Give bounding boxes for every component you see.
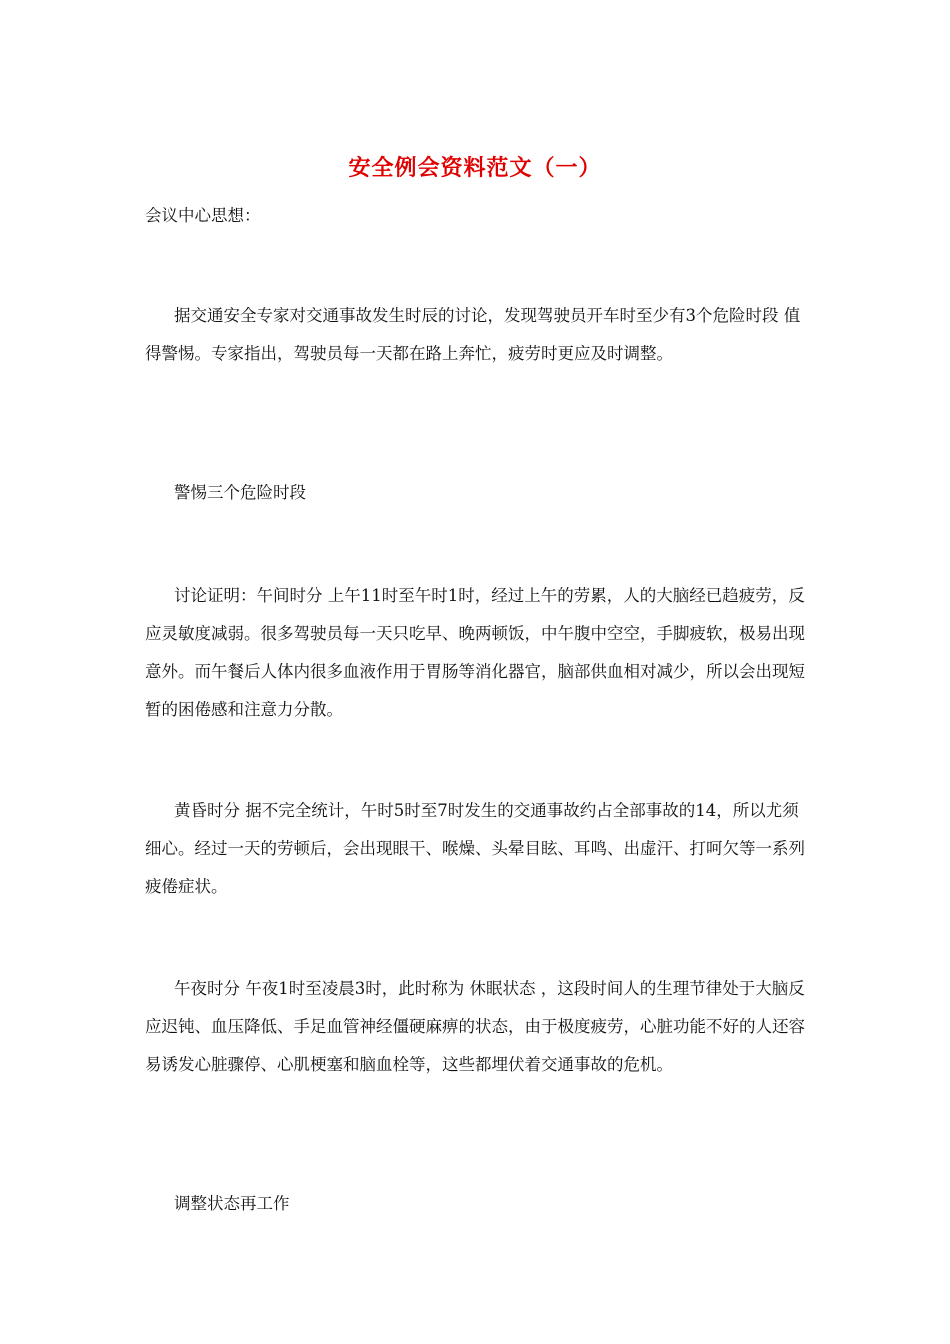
paragraph-midnight: 午夜时分 午夜1时至凌晨3时，此时称为 休眠状态 ，这段时间人的生理节律处于大脑反应迟钝、血压降低、手足血管神经僵硬麻痹的状态，由于极度疲劳，心脏功能不好的人还容易诱发心脏骤停、心肌梗塞和脑血栓等，这些都埋伏着交通事故的危机。 [145, 979, 805, 1074]
paragraph-dusk: 黄昏时分 据不完全统计，午时5时至7时发生的交通事故约占全部事故的14，所以尤须细心。经过一天的劳顿后，会出现眼干、喉燥、头晕目眩、耳鸣、出虚汗、打呵欠等一系列疲倦症状。 [145, 801, 805, 896]
intro-label: 会议中心思想： [145, 206, 261, 225]
paragraph-noon: 讨论证明：午间时分 上午11时至午时1时，经过上午的劳累，人的大脑经已趋疲劳，反应灵敏度减弱。很多驾驶员每一天只吃早、晚两顿饭，中午腹中空空，手脚疲软，极易出现意外。而午餐后人体内很多血液作用于胃肠等消化器官，脑部供血相对减少，所以会出现短暂的困倦感和注意力分散。 [145, 586, 805, 719]
section-heading-adjust: 调整状态再工作 [174, 1194, 290, 1213]
document-title: 安全例会资料范文（一） [348, 155, 602, 181]
paragraph-intro: 据交通安全专家对交通事故发生时辰的讨论，发现驾驶员开车时至少有3个危险时段 值得警惕。专家指出，驾驶员每一天都在路上奔忙，疲劳时更应及时调整。 [145, 306, 801, 363]
section-heading-danger-periods: 警惕三个危险时段 [174, 483, 306, 502]
